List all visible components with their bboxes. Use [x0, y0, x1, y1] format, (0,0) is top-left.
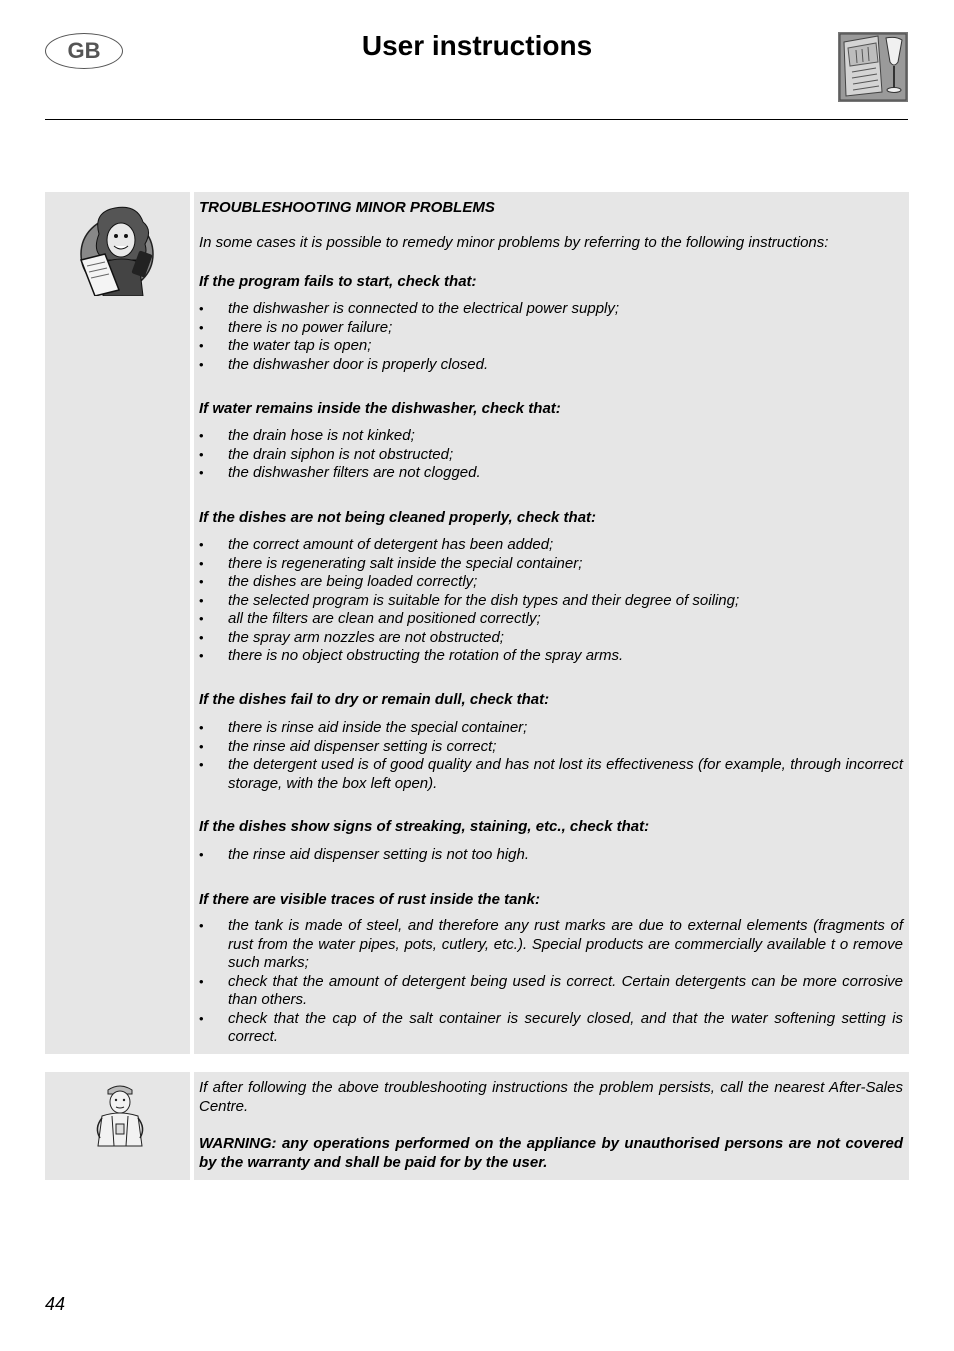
- group-heading: If the dishes fail to dry or remain dull, check that:: [199, 691, 550, 708]
- list-item: • the spray arm nozzles are not obstructed;: [199, 629, 903, 648]
- list-item: • the drain hose is not kinked;: [199, 427, 903, 446]
- service-content: [194, 1072, 909, 1180]
- troubleshooting-content: [194, 192, 909, 1054]
- warranty-warning: WARNING: any operations performed on the appliance by unauthorised persons are not covered by the warranty and shall be paid for by the user.: [199, 1135, 903, 1171]
- list-item: • the dishwasher is connected to the electrical power supply;: [199, 300, 903, 319]
- list-item: • the rinse aid dispenser setting is not too high.: [199, 846, 903, 865]
- check-list: [199, 917, 903, 1047]
- service-text: If after following the above troubleshooting instructions the problem persists, call the nearest After-Sales Centre.: [199, 1079, 903, 1115]
- list-item: • the correct amount of detergent has been added;: [199, 536, 903, 555]
- check-list: [199, 300, 903, 374]
- check-list: [199, 427, 903, 483]
- panel-icon-column: [45, 1072, 190, 1180]
- list-item: • the selected program is suitable for the dish types and their degree of soiling;: [199, 592, 903, 611]
- list-item: • the dishwasher filters are not clogged.: [199, 464, 903, 483]
- dishwasher-icon: [838, 32, 908, 102]
- list-item: • the water tap is open;: [199, 337, 903, 356]
- list-item: • there is no power failure;: [199, 319, 903, 338]
- list-item: • check that the amount of detergent being used is correct. Certain detergents can be more corrosive than others.: [199, 973, 903, 1010]
- check-list: [199, 536, 903, 666]
- group-heading: If the dishes show signs of streaking, staining, etc., check that:: [199, 818, 650, 835]
- group-heading: If there are visible traces of rust inside the tank:: [199, 891, 540, 908]
- language-badge: GB: [45, 33, 123, 69]
- service-panel: [45, 1072, 909, 1180]
- list-item: • all the filters are clean and positioned correctly;: [199, 610, 903, 629]
- group-heading: If the program fails to start, check that:: [199, 273, 477, 290]
- woman-with-manual-icon: [79, 204, 161, 296]
- group-heading: If water remains inside the dishwasher, check that:: [199, 400, 561, 417]
- list-item: • there is no object obstructing the rotation of the spray arms.: [199, 647, 903, 666]
- technician-icon: [90, 1080, 150, 1152]
- header-divider: [45, 119, 908, 120]
- list-item: • the dishes are being loaded correctly;: [199, 573, 903, 592]
- list-item: • the drain siphon is not obstructed;: [199, 446, 903, 465]
- list-item: • there is rinse aid inside the special container;: [199, 719, 903, 738]
- panel-icon-column: [45, 192, 190, 1054]
- list-item: • check that the cap of the salt container is securely closed, and that the water softening setting is correct.: [199, 1010, 903, 1047]
- check-list: [199, 719, 903, 793]
- check-list: [199, 846, 903, 865]
- list-item: • the detergent used is of good quality and has not lost its effectiveness (for example, through incorrect storage, with the box left open).: [199, 756, 903, 793]
- page-number: 44: [45, 1294, 66, 1314]
- section-title: TROUBLESHOOTING MINOR PROBLEMS: [199, 199, 495, 216]
- troubleshooting-panel: [45, 192, 909, 1054]
- group-heading: If the dishes are not being cleaned properly, check that:: [199, 509, 597, 526]
- list-item: • the rinse aid dispenser setting is correct;: [199, 738, 903, 757]
- list-item: • the tank is made of steel, and therefore any rust marks are due to external elements (fragments of rust from the water pipes, pots, cutlery, etc.). Special products are commercially available t o remove such marks;: [199, 917, 903, 973]
- list-item: • there is regenerating salt inside the special container;: [199, 555, 903, 574]
- list-item: • the dishwasher door is properly closed.: [199, 356, 903, 375]
- page-title: User instructions: [361, 30, 593, 61]
- section-intro: In some cases it is possible to remedy minor problems by referring to the following instructions:: [199, 234, 829, 251]
